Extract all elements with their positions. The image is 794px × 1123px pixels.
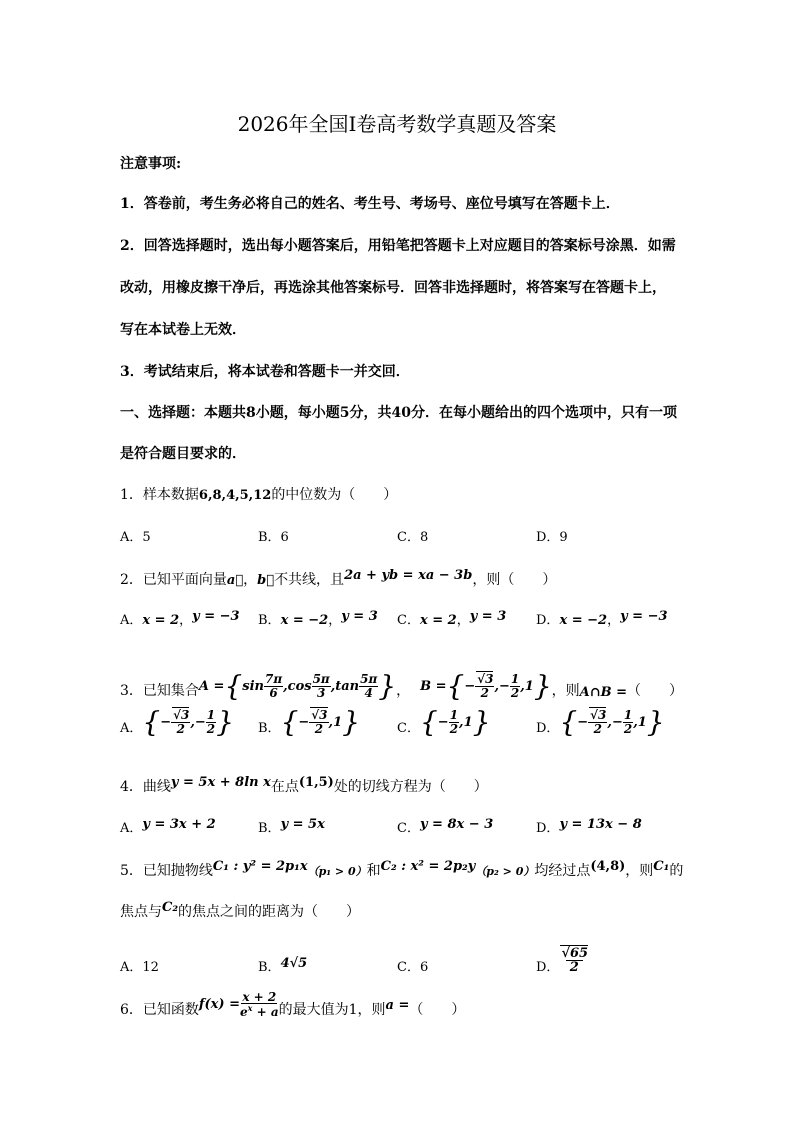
question-5-line-1 <box>120 860 683 880</box>
q3-d-set: {− $\frac{√3}{2}$ ,− $\frac{1}{2}$ ,1} <box>559 705 665 738</box>
note-2-line-1: 2．回答选择题时，选出每小题答案后，用铅笔把答题卡上对应题目的答案标号涂黑．如需 <box>120 238 676 254</box>
q2-b-y: y = 3 <box>341 609 378 624</box>
q3-b-label: B． <box>258 721 281 736</box>
q5-line2-prefix: 焦点与 <box>120 904 162 920</box>
q4-middle: 在点 <box>270 779 299 795</box>
q1-data: 6,8,4,5,12 <box>198 488 272 503</box>
q6-a-eq: a = <box>385 998 410 1013</box>
q2-option-b <box>258 609 378 628</box>
q4-c-eq: y = 8x − 3 <box>419 817 494 832</box>
q5-point: (4,8) <box>590 859 626 874</box>
q3-suffix: ，则 <box>551 683 580 699</box>
q4-option-a <box>120 817 216 836</box>
note-2-line-2: 改动，用橡皮擦干净后，再选涂其他答案标号．回答非选择题时，将答案写在答题卡上， <box>120 280 666 296</box>
q2-b-label: B． <box>258 613 281 628</box>
q5-cond2: （p₂ > 0） <box>475 865 535 878</box>
q4-d-eq: y = 13x − 8 <box>559 817 642 832</box>
q4-b-label: B． <box>258 821 281 836</box>
q4-option-c <box>397 817 493 836</box>
q2-c-y: y = 3 <box>469 609 507 624</box>
q2-c-x: x = 2 <box>419 613 457 628</box>
q6-function: f(x) = $\frac{x + 2}{e^x + a}$ <box>198 989 279 1020</box>
q2-d-label: D． <box>536 613 560 628</box>
q5-prefix: 5．已知抛物线 <box>120 863 213 879</box>
q3-option-d <box>536 705 665 738</box>
q5-c1: C₁ : y² = 2p₁x <box>212 859 308 874</box>
q5-b-value: 4√5 <box>280 956 308 971</box>
question-2 <box>120 569 556 589</box>
q5-middle: 均经过点 <box>534 863 591 879</box>
q5-option-c: C．6 <box>397 960 429 975</box>
q2-d-y: y = −3 <box>620 609 668 624</box>
q2-option-d <box>536 609 668 628</box>
q4-b-eq: y = 5x <box>280 817 325 832</box>
q5-c1-ref: C₁ <box>653 859 670 874</box>
q5-cond1: （p₁ > 0） <box>307 865 367 878</box>
q2-sep: ， <box>243 572 258 588</box>
q3-option-c <box>397 705 491 738</box>
section-heading-line-1: 一、选择题：本题共8小题，每小题5分，共40分．在每小题给出的四个选项中，只有一项 <box>120 405 677 421</box>
section-heading-line-2: 是符合题目要求的． <box>120 446 246 462</box>
q5-and: 和 <box>366 863 381 879</box>
q5-d-value: $\frac{√65}{2}$ <box>561 945 589 976</box>
q3-d-label: D． <box>536 721 560 736</box>
q2-d-comma: ， <box>607 613 621 628</box>
q3-a-set: {− $\frac{√3}{2}$ ,− $\frac{1}{2}$ } <box>142 705 234 738</box>
q4-prefix: 4．曲线 <box>120 779 171 795</box>
q2-a-comma: ， <box>179 613 193 628</box>
q5-b-label: B． <box>258 960 281 975</box>
q5-option-b <box>258 956 307 975</box>
q4-a-eq: y = 3x + 2 <box>142 817 216 832</box>
q2-a-y: y = −3 <box>192 609 240 624</box>
q4-d-label: D． <box>536 821 560 836</box>
q2-equation: 2a + yb = xa − 3b <box>344 568 473 583</box>
note-1: 1．答卷前，考生务必将自己的姓名、考生号、考场号、座位号填写在答题卡上． <box>120 196 620 212</box>
q1-option-c: C．8 <box>397 530 429 545</box>
q3-b-set: {− $\frac{√3}{2}$ ,1} <box>280 705 360 738</box>
q2-b-comma: ， <box>328 613 342 628</box>
q1-option-d: D．9 <box>536 530 568 545</box>
set-b: B ={− $\frac{√3}{2}$ ,− $\frac{1}{2}$ ,1} <box>420 669 552 702</box>
q3-option-b <box>258 705 360 738</box>
q5-c2: C₂ : x² = 2p₂y <box>380 859 476 874</box>
q3-c-label: C． <box>397 721 420 736</box>
vector-a: a⃗ <box>226 573 244 588</box>
q4-a-label: A． <box>120 821 143 836</box>
q5-c2-ref: C₂ <box>162 900 179 915</box>
q3-option-a <box>120 705 234 738</box>
q3-c-set: {− $\frac{1}{2}$ ,1} <box>419 705 491 738</box>
q3-suffix-2: （ ） <box>627 683 684 699</box>
q6-prefix: 6．已知函数 <box>120 1002 199 1018</box>
q2-option-a <box>120 609 240 628</box>
q3-sep: ， <box>396 683 411 699</box>
q2-b-x: x = −2 <box>280 613 329 628</box>
page-title: 2026年全国Ⅰ卷高考数学真题及答案 <box>237 112 557 136</box>
question-3 <box>120 652 683 700</box>
q2-c-comma: ， <box>456 613 470 628</box>
q5-option-d <box>536 930 589 975</box>
q5-line2-suffix: 的焦点之间的距离为（ ） <box>178 904 361 920</box>
question-4 <box>120 776 488 796</box>
vector-b: b⃗ <box>257 573 275 588</box>
q5-option-a: A．12 <box>120 960 159 975</box>
question-5-line-2 <box>120 901 360 921</box>
q3-prefix: 3．已知集合 <box>120 683 199 699</box>
q4-option-d <box>536 817 642 836</box>
q4-curve: y = 5x + 8ln x <box>170 775 271 790</box>
q1-option-a: A．5 <box>120 530 151 545</box>
note-2-line-3: 写在本试卷上无效． <box>120 322 246 338</box>
notes-heading: 注意事项: <box>120 156 182 172</box>
q2-a-x: x = 2 <box>142 613 180 628</box>
q2-a-label: A． <box>120 613 143 628</box>
q5-of: 的 <box>669 863 684 879</box>
a-cap-b: A∩B = <box>579 685 628 700</box>
q2-suffix: ，则（ ） <box>472 572 557 588</box>
q1-prefix: 1．样本数据 <box>120 487 199 503</box>
q2-c-label: C． <box>397 613 420 628</box>
q2-option-c <box>397 609 506 628</box>
q4-suffix: 处的切线方程为（ ） <box>333 779 488 795</box>
q4-c-label: C． <box>397 821 420 836</box>
question-1 <box>120 484 397 504</box>
q5-d-label: D． <box>536 960 560 975</box>
question-6 <box>120 975 465 1019</box>
q4-option-b <box>258 817 325 836</box>
q1-option-b: B．6 <box>258 530 289 545</box>
q2-prefix: 2．已知平面向量 <box>120 572 227 588</box>
q1-suffix: 的中位数为（ ） <box>271 487 398 503</box>
q2-middle: 不共线，且 <box>274 572 345 588</box>
q6-suffix-2: （ ） <box>409 1002 466 1018</box>
set-a: A ={sin $\frac{7\pi}{6}$ ,cos $\frac{5\pi}{3}$ ,tan $\frac{5\pi}{4}$ } <box>198 669 397 702</box>
note-3: 3．考试结束后，将本试卷和答题卡一并交回． <box>120 364 410 380</box>
q4-point: (1,5) <box>298 775 334 790</box>
q6-suffix: 的最大值为1，则 <box>278 1002 386 1018</box>
q2-d-x: x = −2 <box>559 613 608 628</box>
q3-a-label: A． <box>120 721 143 736</box>
q5-then: ，则 <box>625 863 654 879</box>
